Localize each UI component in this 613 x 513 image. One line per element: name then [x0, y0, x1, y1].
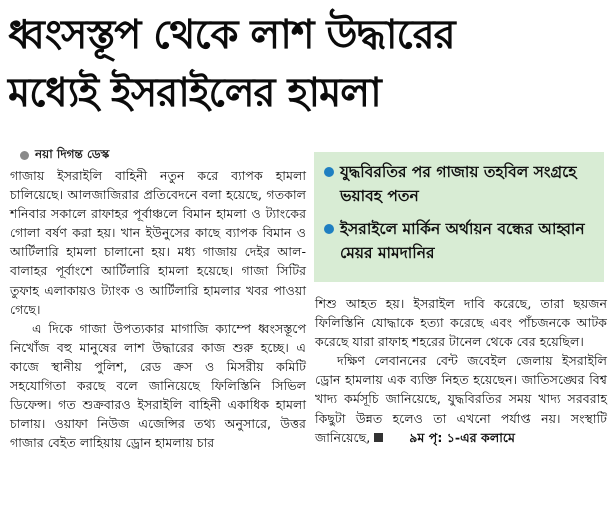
body-column-left: [10, 146, 306, 452]
byline-text: নয়া দিগন্ত ডেস্ক: [35, 147, 110, 162]
square-marker-icon: [374, 433, 383, 442]
paragraph: [315, 351, 607, 447]
continuation-note: [374, 428, 515, 447]
highlight-text: ইসরাইলে মার্কিন অর্থায়ন বন্ধের আহ্বান মেয়র মামদানির: [340, 220, 585, 262]
body-column-right: [315, 294, 607, 447]
headline-line-2: মধ্যেই ইসরাইলের হামলা: [8, 70, 381, 116]
paragraph: এ দিকে গাজা উপত্যকার মাগাজি ক্যাম্পে ধ্বংসস্তূপে নিখোঁজ বহু মানুষের লাশ উদ্ধারের কাজ শুরু হচ্ছে। এ কাজে স্থানীয় পুলিশ, রেড ক্রস ও মিসরীয় কমিটি সহযোগিতা করছে বলে জানিয়েছে ফিলিস্তিনি সিভিল ডিফেন্স। গত শুক্রবারও ইসরাইলি বাহিনী একাধিক হামলা চালায়। ওয়াফা নিউজ এজেন্সির তথ্য অনুসারে, উত্তর গাজার বেইত লাহিয়ায় ড্রোন হামলায় চার: [10, 320, 306, 451]
highlights-box: [314, 152, 604, 282]
highlight-item: [324, 217, 598, 265]
paragraph-text: দক্ষিণ লেবাননের বেন্ট জবেইল জেলায় ইসরাইলি ড্রোন হামলায় এক ব্যক্তি নিহত হয়েছেন। জাতিসঙ্ঘের বিশ্ব খাদ্য কর্মসূচি জানিয়েছে, যুদ্ধবিরতির সময় খাদ্য সরবরাহ কিছুটা উন্নত হলেও তা এখনো পর্যাপ্ত নয়। সংস্থাটি জানিয়েছে,: [315, 353, 607, 445]
highlight-text: যুদ্ধবিরতির পর গাজায় তহবিল সংগ্রহে ভয়াবহ পতন: [340, 163, 577, 205]
blue-bullet-icon: [324, 167, 334, 177]
paragraph: শিশু আহত হয়। ইসরাইল দাবি করেছে, তারা ছয়জন ফিলিস্তিনি যোদ্ধাকে হত্যা করেছে এবং পাঁচজনকে আটক করেছে যারা রাফাহ শহরের টানেল থেকে বের হয়েছিল।: [315, 296, 607, 350]
headline-line-1: ধ্বংসস্তূপ থেকে লাশ উদ্ধারের: [8, 12, 455, 58]
circle-bullet-icon: [20, 151, 29, 160]
byline: [20, 146, 306, 164]
blue-bullet-icon: [324, 224, 334, 234]
continuation-text: ৯ম পৃ: ১-এর কলামে: [409, 429, 515, 445]
headline: [8, 6, 606, 122]
paragraph: গাজায় ইসরাইলি বাহিনী নতুন করে ব্যাপক হামলা চালিয়েছে। আলজাজিরার প্রতিবেদনে বলা হয়েছে, গতকাল শনিবার সকালে রাফাহর পূর্বাঞ্চলে বিমান হামলা ও ট্যাংকের গোলা বর্ষণ করা হয়। খান ইউনুসের কাছে ব্যাপক বিমান ও আর্টিলারি হামলা চালানো হয়। মধ্য গাজায় দেইর আল-বালাহর পূর্বাংশে আর্টিলারি হামলা হয়েছে। গাজা সিটির তুফাহ এলাকায়ও ট্যাংক ও আর্টিলারি হামলার খবর পাওয়া গেছে।: [10, 168, 306, 317]
highlight-item: [324, 160, 598, 208]
